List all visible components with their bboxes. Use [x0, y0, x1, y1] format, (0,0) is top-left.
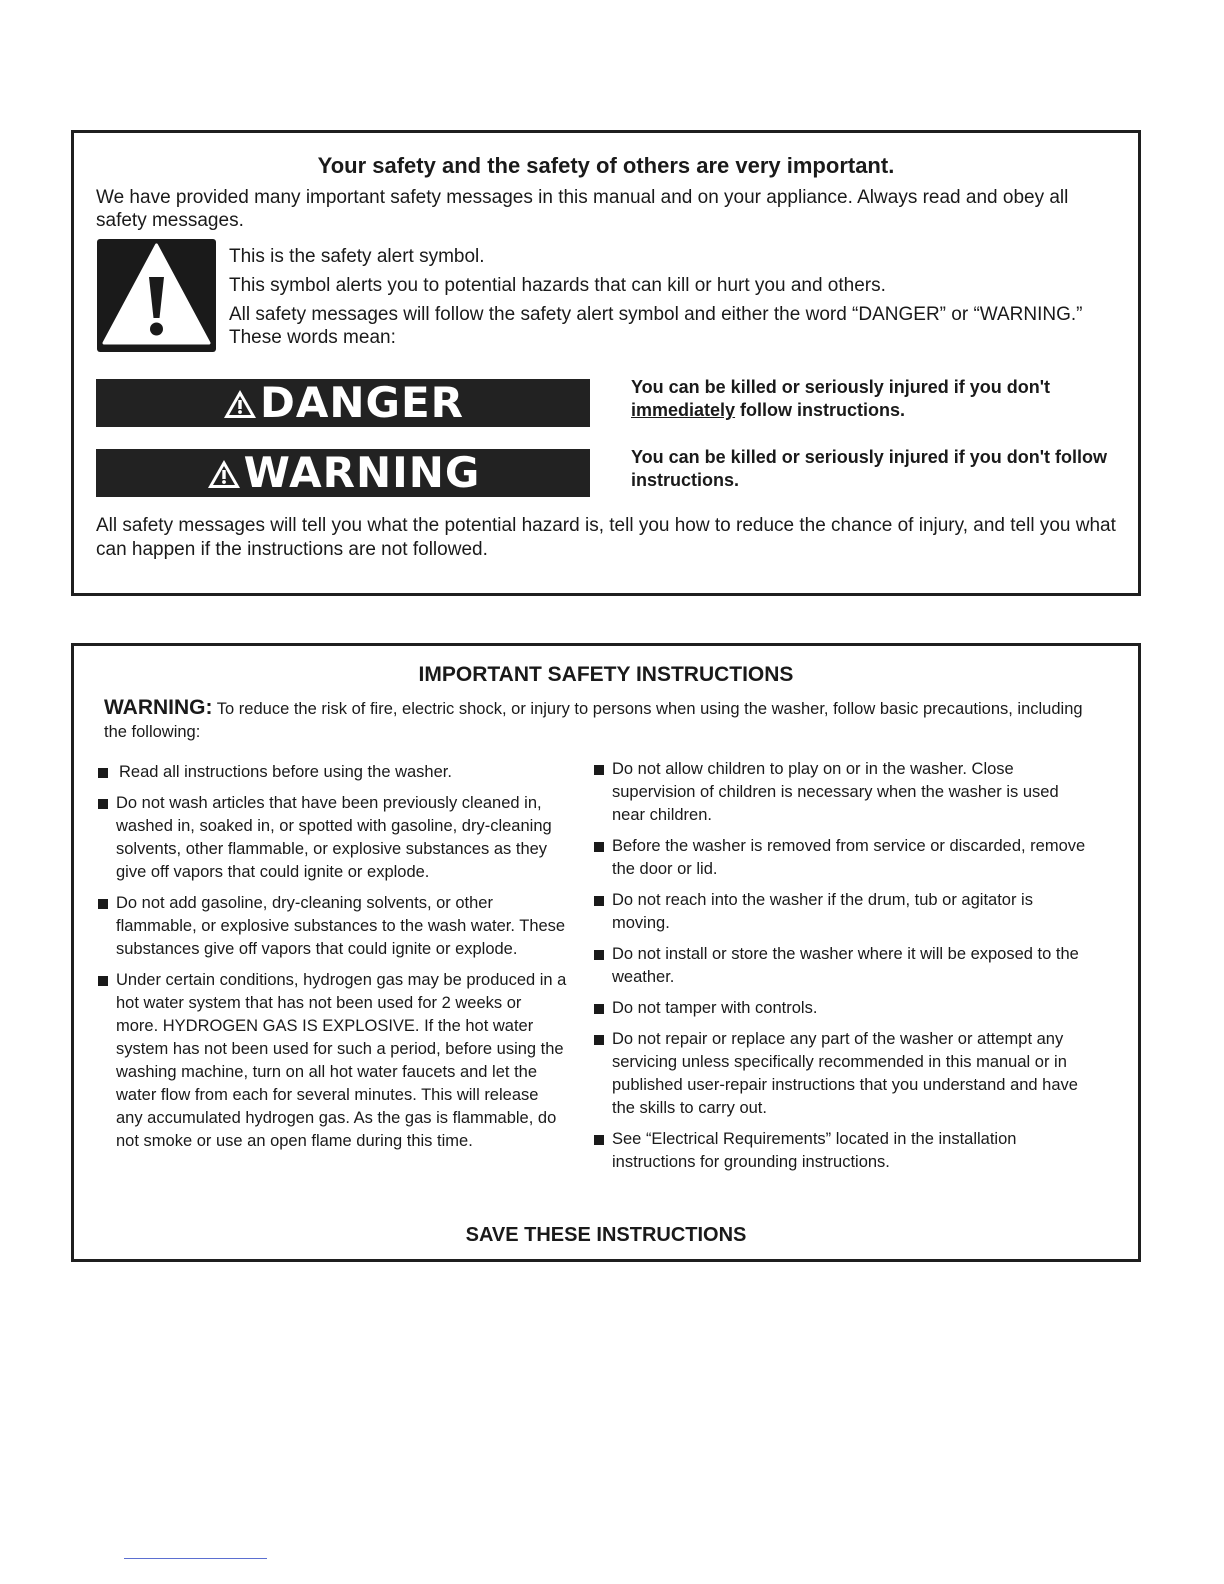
warning-meaning: You can be killed or seriously injured if you don't follow instructions. [631, 447, 1107, 490]
list-item [98, 761, 568, 784]
danger-meaning [631, 376, 1108, 422]
safety-outro: All safety messages will tell you what the potential hazard is, tell you how to reduce the chance of injury, and tell you what can happen if the instructions are not followed. [96, 515, 1116, 560]
list-item-text: See “Electrical Requirements” located in the installation instructions for grounding instructions. [612, 1130, 1017, 1171]
list-item [594, 1128, 1094, 1174]
alert-line-3: All safety messages will follow the safety alert symbol and either the word “DANGER” or “WARNING.” These words mean: [229, 304, 1083, 348]
square-bullet-icon [594, 950, 604, 960]
square-bullet-icon [594, 1035, 604, 1045]
instructions-left-list [98, 761, 568, 1161]
square-bullet-icon [98, 799, 108, 809]
square-bullet-icon [98, 768, 108, 778]
list-item-text: Do not tamper with controls. [612, 999, 818, 1017]
square-bullet-icon [594, 765, 604, 775]
safety-notice-box [71, 130, 1141, 596]
list-item [98, 969, 568, 1153]
safety-intro: We have provided many important safety messages in this manual and on your appliance. Always read and obey all safety messages. [96, 187, 1069, 231]
list-item [594, 997, 1094, 1020]
list-item [98, 892, 568, 961]
list-item-text: Read all instructions before using the washer. [119, 763, 452, 781]
list-item [594, 835, 1094, 881]
list-item-text: Do not allow children to play on or in the washer. Close supervision of children is necessary when the washer is used near children. [612, 760, 1059, 824]
footer-divider [124, 1558, 267, 1559]
danger-text-part: You can be killed or seriously injured if you don't [631, 377, 1051, 397]
warning-text: To reduce the risk of fire, electric shock, or injury to persons when using the washer, follow basic precautions, including the following: [104, 700, 1083, 741]
instructions-warning [104, 696, 1098, 744]
list-item [594, 889, 1094, 935]
alert-line-1: This is the safety alert symbol. [229, 246, 485, 267]
alert-line-2: This symbol alerts you to potential hazards that can kill or hurt you and others. [229, 275, 886, 296]
list-item-text: Do not install or store the washer where it will be exposed to the weather. [612, 945, 1079, 986]
safety-alert-icon [206, 458, 242, 490]
save-instructions-heading: SAVE THESE INSTRUCTIONS [465, 1224, 747, 1246]
list-item-text: Under certain conditions, hydrogen gas may be produced in a hot water system that has not been used for 2 weeks or more. HYDROGEN GAS IS EXPLOSIVE. If the hot water system has not been used for such a period, before using the washing machine, turn on all hot water faucets and let the water flow from each for several minutes. This will release any accumulated hydrogen gas. As the gas is flammable, do not smoke or use an open flame during this time. [116, 971, 567, 1150]
list-item [594, 1028, 1094, 1120]
list-item-text: Do not wash articles that have been previously cleaned in, washed in, soaked in, or spotted with gasoline, dry-cleaning solvents, other flammable, or explosive substances as they give off vapors that could ignite or explode. [116, 794, 552, 881]
instructions-right-list [594, 758, 1094, 1182]
warning-label: WARNING [243, 448, 481, 497]
safety-title: Your safety and the safety of others are very important. [317, 153, 895, 178]
square-bullet-icon [594, 896, 604, 906]
safety-alert-icon [97, 239, 216, 352]
danger-text-emphasis: immediately [631, 400, 736, 420]
square-bullet-icon [594, 1004, 604, 1014]
danger-text-part: follow instructions. [735, 400, 906, 420]
square-bullet-icon [594, 1135, 604, 1145]
danger-signal-bar [96, 379, 590, 427]
list-item [98, 792, 568, 884]
list-item [594, 943, 1094, 989]
important-safety-instructions-box [71, 643, 1141, 1262]
list-item-text: Do not add gasoline, dry-cleaning solvents, or other flammable, or explosive substances to the wash water. These substances give off vapors that could ignite or explode. [116, 894, 566, 958]
list-item-text: Before the washer is removed from service or discarded, remove the door or lid. [612, 837, 1086, 878]
warning-label: WARNING: [104, 696, 213, 719]
list-item-text: Do not repair or replace any part of the washer or attempt any servicing unless specifically recommended in this manual or in published user-repair instructions that you understand and have the skills to carry out. [612, 1030, 1078, 1117]
safety-alert-icon [222, 388, 258, 420]
square-bullet-icon [98, 976, 108, 986]
square-bullet-icon [594, 842, 604, 852]
square-bullet-icon [98, 899, 108, 909]
danger-label: DANGER [259, 378, 465, 427]
list-item [594, 758, 1094, 827]
instructions-title: IMPORTANT SAFETY INSTRUCTIONS [418, 663, 794, 686]
list-item-text: Do not reach into the washer if the drum, tub or agitator is moving. [612, 891, 1033, 932]
warning-signal-bar [96, 449, 590, 497]
